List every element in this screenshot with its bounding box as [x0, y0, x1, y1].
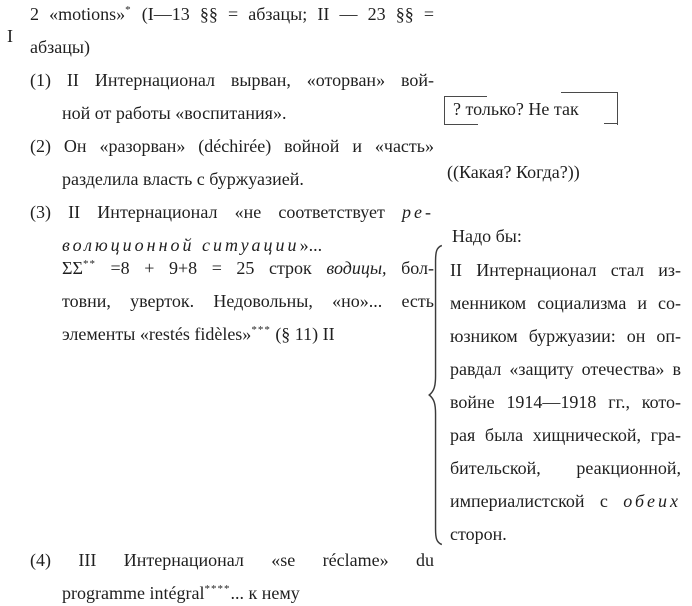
footnote-marker-1: *	[125, 4, 132, 16]
text-segment: (1) II Интернационал вырван, «оторван» вой-	[30, 70, 434, 90]
brace-annotation-paragraph	[450, 254, 681, 551]
text-segment: менником социализма и со-	[450, 293, 681, 313]
annotation-line	[450, 254, 681, 287]
footnote-marker-3: ***	[251, 324, 271, 336]
emphasized-text: ре-	[402, 202, 434, 222]
sigma-line-1	[30, 252, 434, 285]
text-segment: 2 «motions»	[30, 4, 126, 24]
text-segment: (2) Он «разорван» (déchirée) войной и «часть»	[30, 136, 434, 156]
text-segment: абзацы)	[30, 37, 90, 57]
item-3-line-1	[30, 196, 434, 229]
item-4-line-2	[30, 577, 434, 606]
text-segment: (4) III Интернационал «se réclame» du	[30, 550, 434, 570]
text-segment: (3) II Интернационал «не соответствует	[30, 202, 403, 222]
sigma-line-3	[30, 318, 434, 351]
text-segment: равдал «защиту отечества» в	[450, 359, 681, 379]
boxed-margin-note	[444, 92, 618, 126]
text-segment: (§ 11) II	[270, 324, 335, 344]
text-segment: сторон.	[450, 524, 507, 544]
emphasized-text: обеих	[623, 491, 681, 511]
text-segment: »...	[299, 235, 323, 255]
annotation-line	[450, 320, 681, 353]
item-1-line-1	[30, 64, 434, 97]
annotation-line	[450, 452, 681, 485]
text-segment: товни, уверток. Недовольны, «но»... есть	[62, 291, 434, 311]
sigma-line-2	[30, 285, 434, 318]
annotation-line	[450, 419, 681, 452]
header-line-1	[30, 0, 434, 31]
text-segment: ной от работы «воспитания».	[62, 103, 287, 123]
emphasized-text: водицы,	[326, 258, 387, 278]
text-segment: юзником буржуазии: он оп-	[450, 326, 681, 346]
text-segment: разделила власть с буржуазией.	[62, 169, 304, 189]
text-segment: ... к нему	[230, 583, 300, 603]
footnote-marker-4: ****	[204, 583, 231, 595]
text-segment: (I—13 §§ = абзацы; II — 23 §§ =	[131, 4, 434, 24]
text-segment: programme intégral	[62, 583, 205, 603]
annotation-line	[450, 353, 681, 386]
text-segment: II Интернационал стал из-	[450, 260, 681, 280]
annotation-line	[450, 386, 681, 419]
margin-numeral: I	[7, 26, 13, 46]
annotation-line	[450, 287, 681, 320]
nado-label: Надо бы:	[452, 226, 522, 246]
item-1-line-2	[30, 97, 434, 130]
item-4-block	[30, 544, 434, 606]
annotation-line	[450, 485, 681, 518]
sigma-symbol: ΣΣ	[62, 258, 83, 278]
header-line-2	[30, 31, 434, 64]
annotation-line	[450, 518, 681, 551]
curly-brace	[427, 244, 445, 546]
boxed-note-text: ? только? Не так	[453, 99, 579, 119]
box-bottom-left-stub	[444, 124, 478, 125]
box-bottom-right-stub	[604, 123, 618, 124]
item-2-line-1	[30, 130, 434, 163]
main-text-column	[30, 0, 434, 351]
item-4-line-1	[30, 544, 434, 577]
text-segment: бол-	[386, 258, 434, 278]
text-segment: рая была хищнической, гра-	[450, 425, 681, 445]
text-segment: войне 1914—1918 гг., кото-	[450, 392, 681, 412]
emphasized-text: волюционной ситуации	[62, 235, 300, 255]
text-segment: элементы «restés fidèles»	[62, 324, 252, 344]
item-2-line-2	[30, 163, 434, 196]
text-segment: бительской, реакционной,	[450, 458, 681, 478]
text-segment: империалистской с	[450, 491, 624, 511]
footnote-marker-2: **	[82, 258, 96, 270]
text-segment: =8 + 9+8 = 25 строк	[95, 258, 327, 278]
paren-margin-note: ((Какая? Когда?))	[447, 162, 580, 182]
